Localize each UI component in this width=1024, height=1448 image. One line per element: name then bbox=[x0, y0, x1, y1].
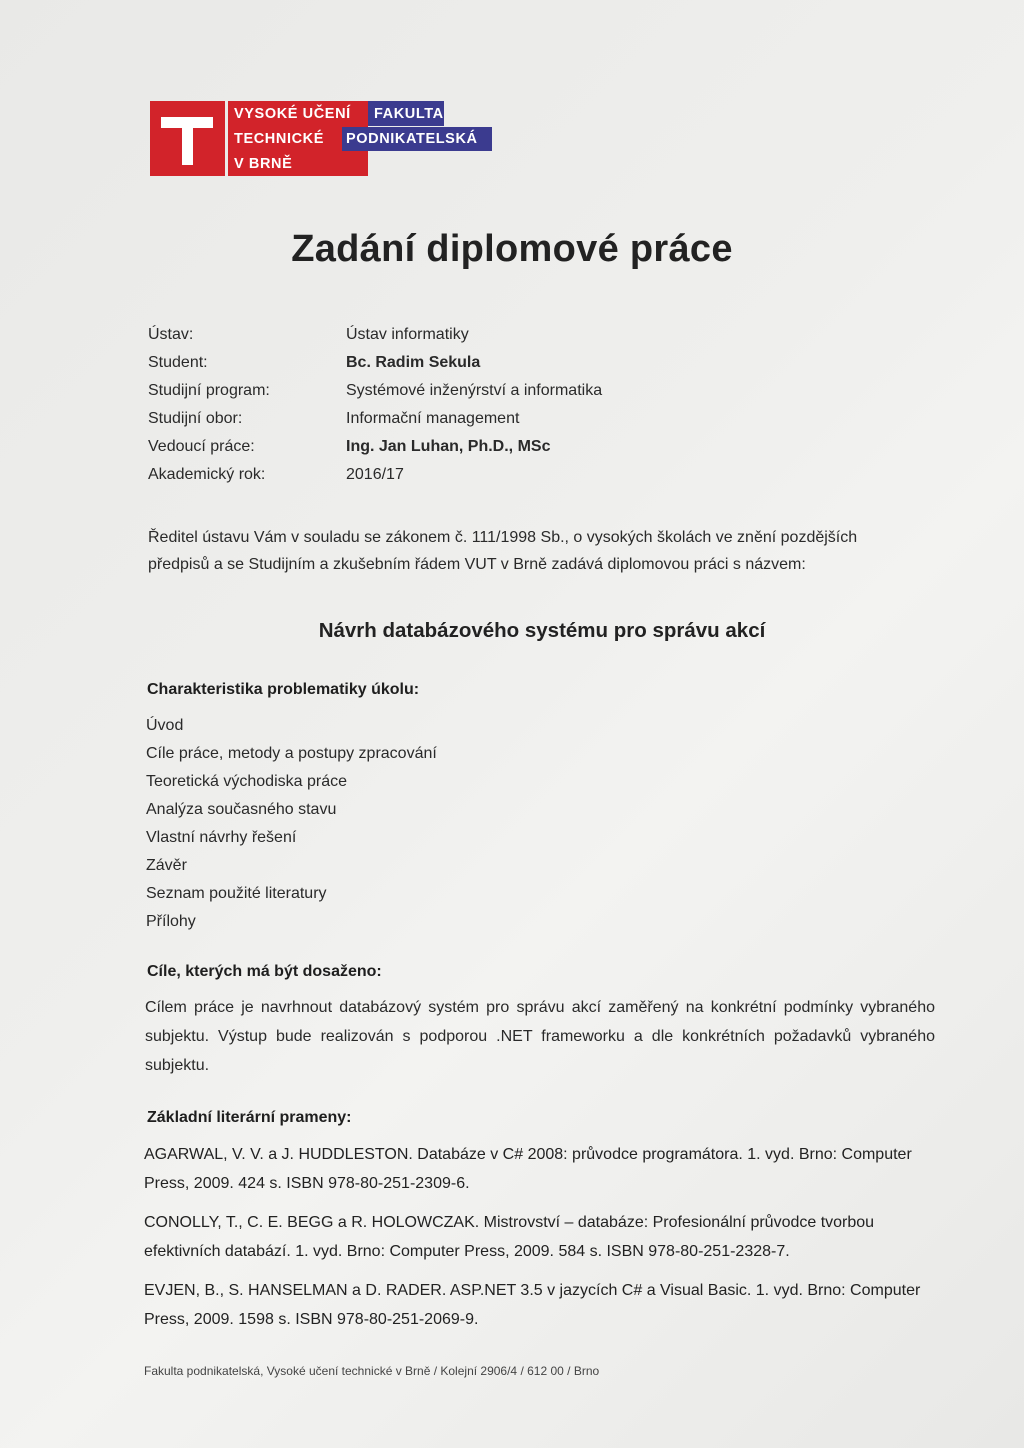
page-title: Zadání diplomové práce bbox=[291, 228, 733, 270]
characteristics-list bbox=[146, 712, 437, 936]
info-label-institute: Ústav: bbox=[148, 326, 194, 343]
logo-text-line1a: VYSOKÉ UČENÍ bbox=[234, 106, 351, 122]
info-label-field: Studijní obor: bbox=[148, 410, 243, 427]
info-label-supervisor: Vedoucí práce: bbox=[148, 438, 255, 455]
info-label-program: Studijní program: bbox=[148, 382, 270, 399]
characteristics-heading: Charakteristika problematiky úkolu: bbox=[147, 681, 420, 698]
list-item: Úvod bbox=[146, 717, 184, 734]
thesis-title: Návrh databázového systému pro správu akcí bbox=[318, 619, 766, 642]
info-value-student: Bc. Radim Sekula bbox=[346, 354, 481, 371]
literature-list bbox=[144, 1140, 924, 1344]
t-logo-icon bbox=[150, 101, 225, 176]
literature-reference: CONOLLY, T., C. E. BEGG a R. HOLOWCZAK. Mistrovství – databáze: Profesionální průvodce tvorbou efektivních databází. 1. vyd. Brno: Computer Press, 2009. 584 s. ISBN 978-80-251-2328-7. bbox=[144, 1214, 875, 1260]
literature-reference: EVJEN, B., S. HANSELMAN a D. RADER. ASP.NET 3.5 v jazycích C# a Visual Basic. 1. vyd. Brno: Computer Press, 2009. 1598 s. ISBN 978-80-251-2069-9. bbox=[144, 1282, 921, 1328]
literature-heading: Základní literární prameny: bbox=[147, 1109, 352, 1126]
list-item: Závěr bbox=[146, 857, 187, 874]
literature-reference: AGARWAL, V. V. a J. HUDDLESTON. Databáze v C# 2008: průvodce programátora. 1. vyd. Brno: Computer Press, 2009. 424 s. ISBN 978-80-251-2309-6. bbox=[144, 1146, 912, 1192]
info-value-year: 2016/17 bbox=[346, 466, 404, 483]
page-footer: Fakulta podnikatelská, Vysoké učení technické v Brně / Kolejní 2906/4 / 612 00 / Brno bbox=[144, 1364, 600, 1378]
list-item: Cíle práce, metody a postupy zpracování bbox=[146, 745, 437, 762]
list-item: Analýza současného stavu bbox=[146, 801, 337, 818]
university-logo bbox=[150, 101, 495, 177]
info-label-year: Akademický rok: bbox=[148, 466, 266, 483]
intro-line-2: předpisů a se Studijním a zkušebním řádem VUT v Brně zadává diplomovou práci s názvem: bbox=[148, 556, 806, 573]
list-item: Vlastní návrhy řešení bbox=[146, 829, 297, 846]
logo-text-line2a: TECHNICKÉ bbox=[234, 131, 324, 147]
logo-text-line1b: FAKULTA bbox=[374, 106, 444, 122]
logo-text-line2b: PODNIKATELSKÁ bbox=[346, 131, 478, 147]
info-label-student: Student: bbox=[148, 354, 208, 371]
logo-text-line3: V BRNĚ bbox=[234, 156, 293, 172]
info-value-program: Systémové inženýrství a informatika bbox=[346, 382, 603, 399]
goals-heading: Cíle, kterých má být dosaženo: bbox=[147, 963, 382, 980]
list-item: Přílohy bbox=[146, 913, 196, 930]
list-item: Teoretická východiska práce bbox=[146, 773, 347, 790]
goals-text: Cílem práce je navrhnout databázový systém pro správu akcí zaměřený na konkrétní podmínky vybraného subjektu. Výstup bude realizován s podporou .NET frameworku a dle konkrétních požadavků vybraného subjektu. bbox=[145, 999, 935, 1074]
list-item: Seznam použité literatury bbox=[146, 885, 327, 902]
intro-line-1: Ředitel ústavu Vám v souladu se zákonem č. 111/1998 Sb., o vysokých školách ve znění pozdějších bbox=[148, 529, 858, 546]
info-value-field: Informační management bbox=[346, 410, 520, 427]
info-value-institute: Ústav informatiky bbox=[346, 326, 469, 343]
info-value-supervisor: Ing. Jan Luhan, Ph.D., MSc bbox=[346, 438, 551, 455]
